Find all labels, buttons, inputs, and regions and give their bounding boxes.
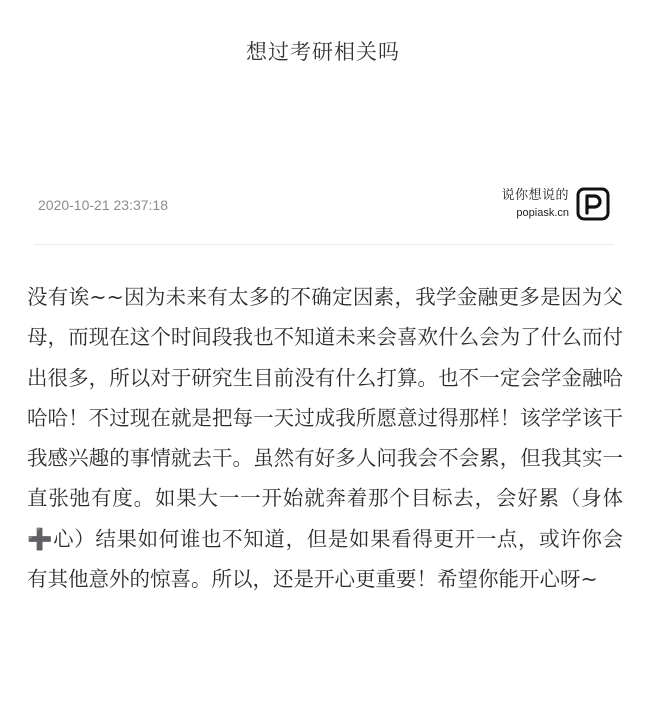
brand-slogan: 说你想说的 [501, 188, 569, 203]
brand-badge [501, 183, 610, 225]
answer-body: 没有诶~~因为未来有太多的不确定因素，我学金融更多是因为父母，而现在这个时间段我也不知道未来会喜欢什么会为了什么而付出很多，所以对于研究生目前没有什么打算。也不一定会学金融哈哈哈！不过现在就是把每一天过成我所愿意过得那样！该学学该干我感兴趣的事情就去干。虽然有好多人问我会不会累，但我其实一直张弛有度。如果大一一开始就奔着那个目标去，会好累（身体➕心）结果如何谁也不知道，但是如果看得更开一点，或许你会有其他意外的惊喜。所以，还是开心更重要！希望你能开心呀~ [27, 285, 623, 592]
question-title: 想过考研相关吗 [246, 40, 400, 64]
divider [34, 244, 614, 245]
answer-meta-row [36, 183, 612, 225]
brand-site: popiask.cn [516, 207, 569, 219]
answer-timestamp: 2020-10-21 23:37:18 [38, 197, 168, 213]
brand-text [501, 187, 569, 221]
popiask-p-logo-icon [576, 187, 610, 221]
